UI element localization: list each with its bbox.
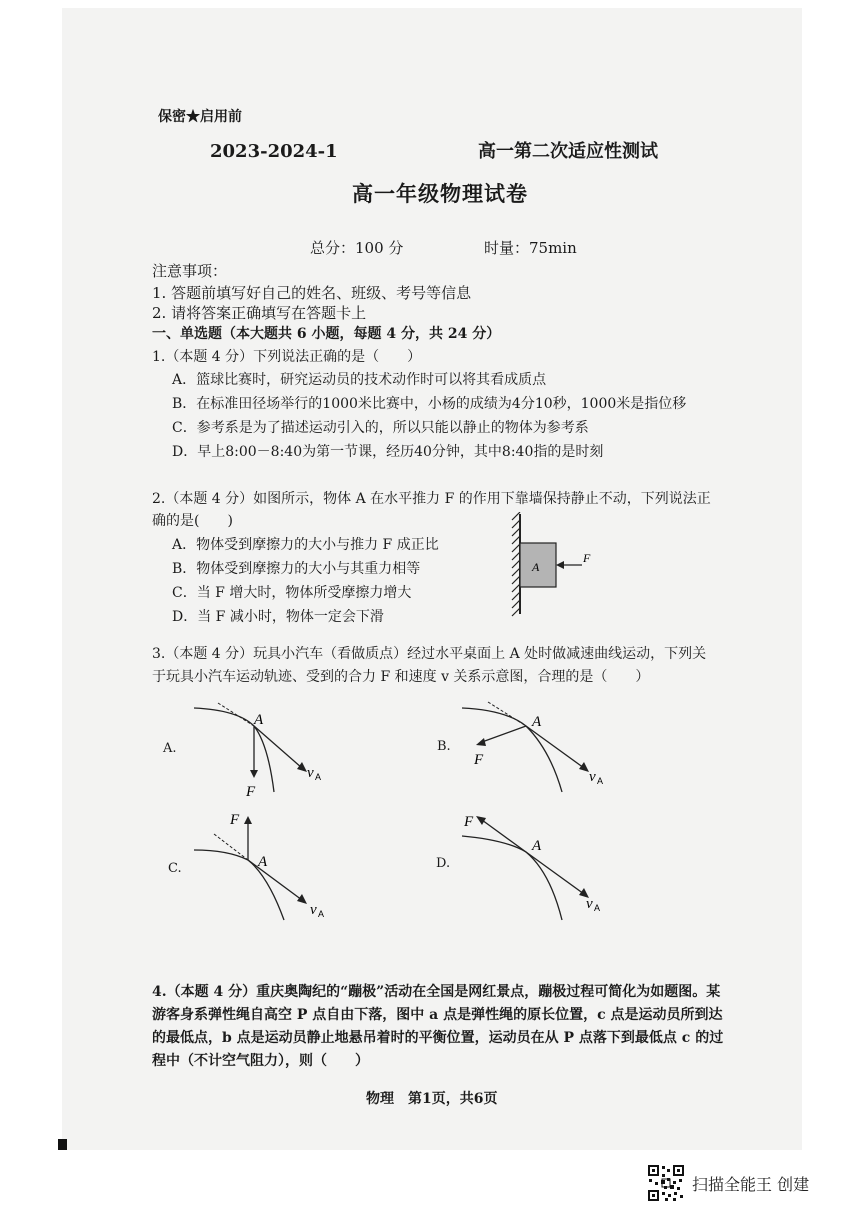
point-label: A [258,854,268,870]
velocity-subscript: A [594,903,601,913]
trajectory [194,850,284,920]
option-text: B．在标准田径场举行的1000米比赛中，小杨的成绩为4分10秒，1000米是指位移 [172,396,687,412]
velocity-arrow [254,726,302,768]
scanner-watermark: 扫描全能王 创建 [692,1175,810,1194]
velocity-arrow [526,726,584,768]
force-label: F [474,752,484,768]
trajectory [462,836,562,920]
force-label: F [246,784,256,800]
exam-page [62,8,802,1150]
total-score: 总分：100 分 [310,239,404,257]
option-a-figure [190,700,350,800]
section-heading: 一、单选题（本大题共 6 小题，每题 4 分，共 24 分） [152,326,501,342]
velocity-label: v [310,902,317,918]
wall-block-figure [506,512,606,618]
option-text: B．物体受到摩擦力的大小与其重力相等 [172,561,421,577]
option-text: C．当 F 增大时，物体所受摩擦力增大 [172,585,412,601]
velocity-arrow [248,860,302,900]
question-stem: 3.（本题 4 分）玩具小汽车（看做质点）经过水平桌面上 A 处时做减速曲线运动，下列关 [152,646,707,662]
point-label: A [254,712,264,728]
question-stem: 程中（不计空气阻力），则（ ） [152,1053,369,1069]
notice-item: 1. 答题前填写好自己的姓名、班级、考号等信息 [152,284,472,302]
force-arrow [482,726,526,742]
velocity-label: v [586,896,593,912]
secret-label: 保密★启用前 [158,109,242,125]
option-d-figure [458,806,618,926]
point-label: A [532,838,542,854]
question-stem: 2.（本题 4 分）如图所示，物体 A 在水平推力 F 的作用下靠墙保持静止不动，下列说法正 [152,491,711,507]
velocity-subscript: A [315,772,322,782]
velocity-label: v [307,765,314,781]
scan-corner-mark [58,1139,67,1150]
option-label: A. [163,741,177,756]
term-label: 2023-2024-1 [210,141,338,162]
velocity-subscript: A [318,909,325,919]
question-stem: 4.（本题 4 分）重庆奥陶纪的“蹦极”活动在全国是网红景点，蹦极过程可简化为如题图。某 [152,984,721,1000]
page-title: 高一年级物理试卷 [352,181,528,206]
page-footer: 物理 第1页，共6页 [366,1091,498,1107]
option-text: A．篮球比赛时，研究运动员的技术动作时可以将其看成质点 [172,372,547,388]
option-b-figure [458,700,618,800]
question-stem: 确的是( ) [152,513,233,529]
notice-heading: 注意事项： [152,262,228,280]
exam-name: 高一第二次适应性测试 [478,141,658,162]
notice-item: 2. 请将答案正确填写在答题卡上 [152,304,367,322]
trajectory [462,708,562,792]
wall [512,512,520,616]
option-text: C．参考系是为了描述运动引入的，所以只能以静止的物体为参考系 [172,420,589,436]
push-force-arrow [556,561,582,569]
force-label: F [464,814,474,830]
option-text: A．物体受到摩擦力的大小与推力 F 成正比 [172,537,439,553]
block-label: A [532,560,540,574]
velocity-subscript: A [597,776,604,786]
force-label: F [230,812,240,828]
tangent-dashed [218,703,254,726]
option-label: D. [436,856,451,871]
time-limit: 时量：75min [484,239,577,257]
option-text: D．早上8:00－8:40为第一节课，经历40分钟，其中8:40指的是时刻 [172,444,604,460]
option-label: C. [168,861,182,876]
option-label: B. [437,739,451,754]
point-label: A [532,714,542,730]
force-label: F [583,551,591,565]
velocity-arrow [526,852,584,894]
question-stem: 的最低点，b 点是运动员静止地悬吊着时的平衡位置，运动员在从 P 点落下到最低点 c 的过 [152,1030,724,1046]
question-stem: 1.（本题 4 分）下列说法正确的是（ ） [152,349,422,365]
option-text: D．当 F 减小时，物体一定会下滑 [172,609,384,625]
question-stem: 游客身系弹性绳自高空 P 点自由下落，图中 a 点是弹性绳的原长位置，c 点是运动员所到达 [152,1007,723,1023]
velocity-label: v [589,769,596,785]
tangent-dashed [214,834,248,860]
option-c-figure [190,806,350,926]
qr-code-icon [647,1164,685,1202]
question-stem: 于玩具小汽车运动轨迹、受到的合力 F 和速度 v 关系示意图，合理的是（ ） [152,669,650,685]
force-arrow [482,820,526,852]
